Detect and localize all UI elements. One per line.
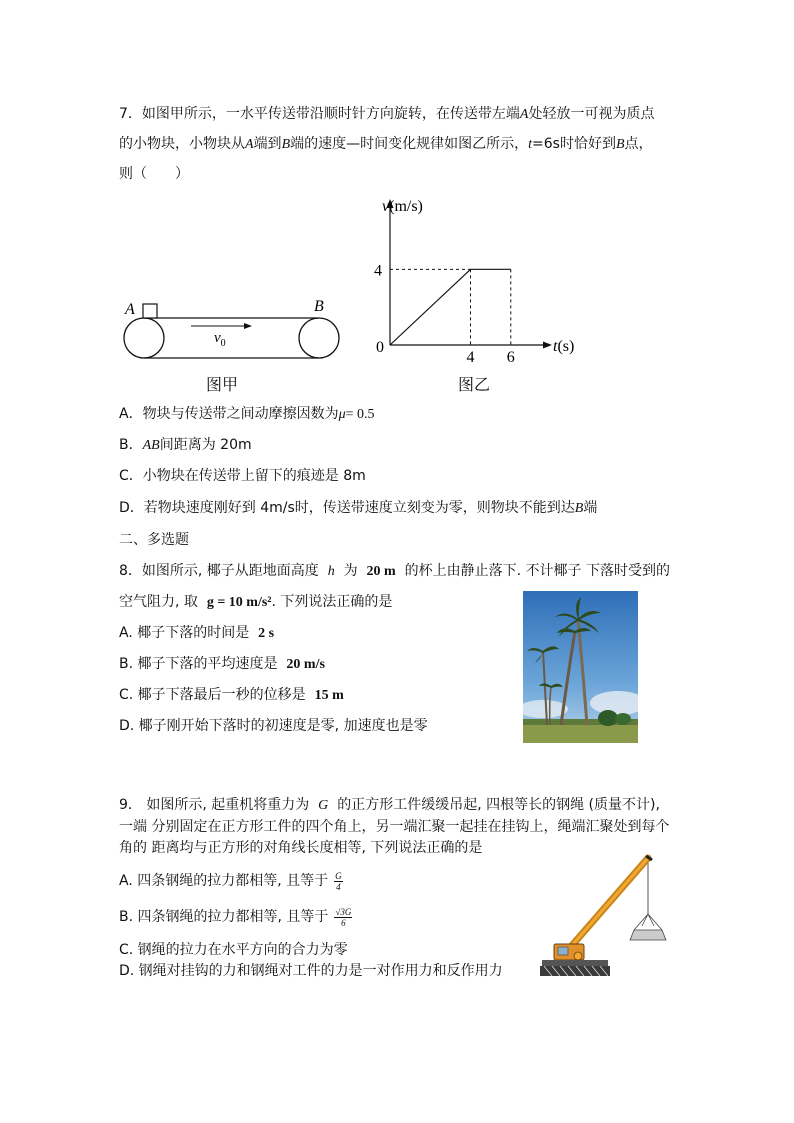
y-axis-label: v(m/s) [382,198,423,215]
q9-option-d: D. 钢绳对挂钩的力和钢绳对工件的力是一对作用力和反作用力 [119,963,503,979]
left-pulley [124,318,164,358]
x-axis-arrow [543,342,552,349]
fraction-root3g-over-6: $\frac{√3G}{6}$ [335,906,352,928]
x-tick-label: 6 [506,349,515,362]
fraction-g-over-4: $\frac{G}{4}$ [335,870,342,892]
q8-line-2: 空气阻力, 取 g = 10 m/s². 下列说法正确的是 [119,594,393,610]
belt-label-b: B [314,298,324,315]
q7-line-1: 7．如图甲所示，一水平传送带沿顺时针方向旋转，在传送带左端A处轻放一可视为质点 [119,106,655,122]
palm-trees-photo [523,591,638,743]
q8-option-b: B. 椰子下落的平均速度是 20 m/s [119,656,325,672]
y-tick-label: 4 [374,262,382,280]
q9-option-c: C. 钢绳的拉力在水平方向的合力为零 [119,942,348,958]
square-workpiece [630,930,666,940]
q8-line-1: 8．如图所示, 椰子从距地面高度 h 为 20 m 的杯上由静止落下. 不计椰子 下落时受到的 [119,563,670,579]
belt-label-a: A [125,301,135,318]
belt-velocity-label: $v_0$ [214,330,226,349]
velocity-series-line [390,269,511,345]
conveyor-belt-diagram [118,294,352,362]
section-title: 二、多选题 [119,532,189,548]
q7-line-2: 的小物块，小物块从A端到B端的速度—时间变化规律如图乙所示，t=6s时恰好到B点， [119,136,653,152]
steel-ropes [634,914,662,930]
fig-b-caption: 图乙 [458,375,491,394]
q8-option-a: A. 椰子下落的时间是 2 s [119,625,275,641]
q8-option-c: C. 椰子下落最后一秒的位移是 15 m [119,687,344,703]
origin-label: 0 [376,339,384,356]
fig-a-caption: 图甲 [206,375,239,394]
q9-line-3: 角的 距离均与正方形的对角线长度相等, 下列说法正确的是 [119,840,483,856]
x-tick-label: 4 [466,349,475,362]
q7-option-a: A．物块与传送带之间动摩擦因数为μ= 0.5 [119,406,375,422]
q8-option-d: D. 椰子刚开始下落时的初速度是零, 加速度也是零 [119,718,428,734]
q9-line-1: 9． 如图所示, 起重机将重力为 G 的正方形工件缓缓吊起, 四根等长的钢绳 (质量不计), [119,797,660,813]
q7-option-d: D．若物块速度刚好到 4m/s时，传送带速度立刻变为零，则物块不能到达B端 [119,500,598,516]
q9-line-2: 一端 分别固定在正方形工件的四个角上，另一端汇聚一起挂在挂钩上，绳端汇聚处到每个 [119,819,670,835]
q7-option-b: B．AB间距离为 20m [119,437,252,453]
x-axis-label: t(s) [553,338,575,355]
q7-option-c: C．小物块在传送带上留下的痕迹是 8m [119,468,366,484]
velocity-time-chart [368,192,583,362]
crane-illustration [538,852,668,982]
small-block [143,304,157,318]
q9-option-a: A. 四条钢绳的拉力都相等, 且等于 $\frac{G}{4}$ [119,870,342,892]
q9-option-b: B. 四条钢绳的拉力都相等, 且等于 $\frac{√3G}{6}$ [119,906,352,928]
velocity-arrow-head [244,323,252,329]
right-pulley [299,318,339,358]
q7-line-3: 则（ ） [119,166,189,182]
